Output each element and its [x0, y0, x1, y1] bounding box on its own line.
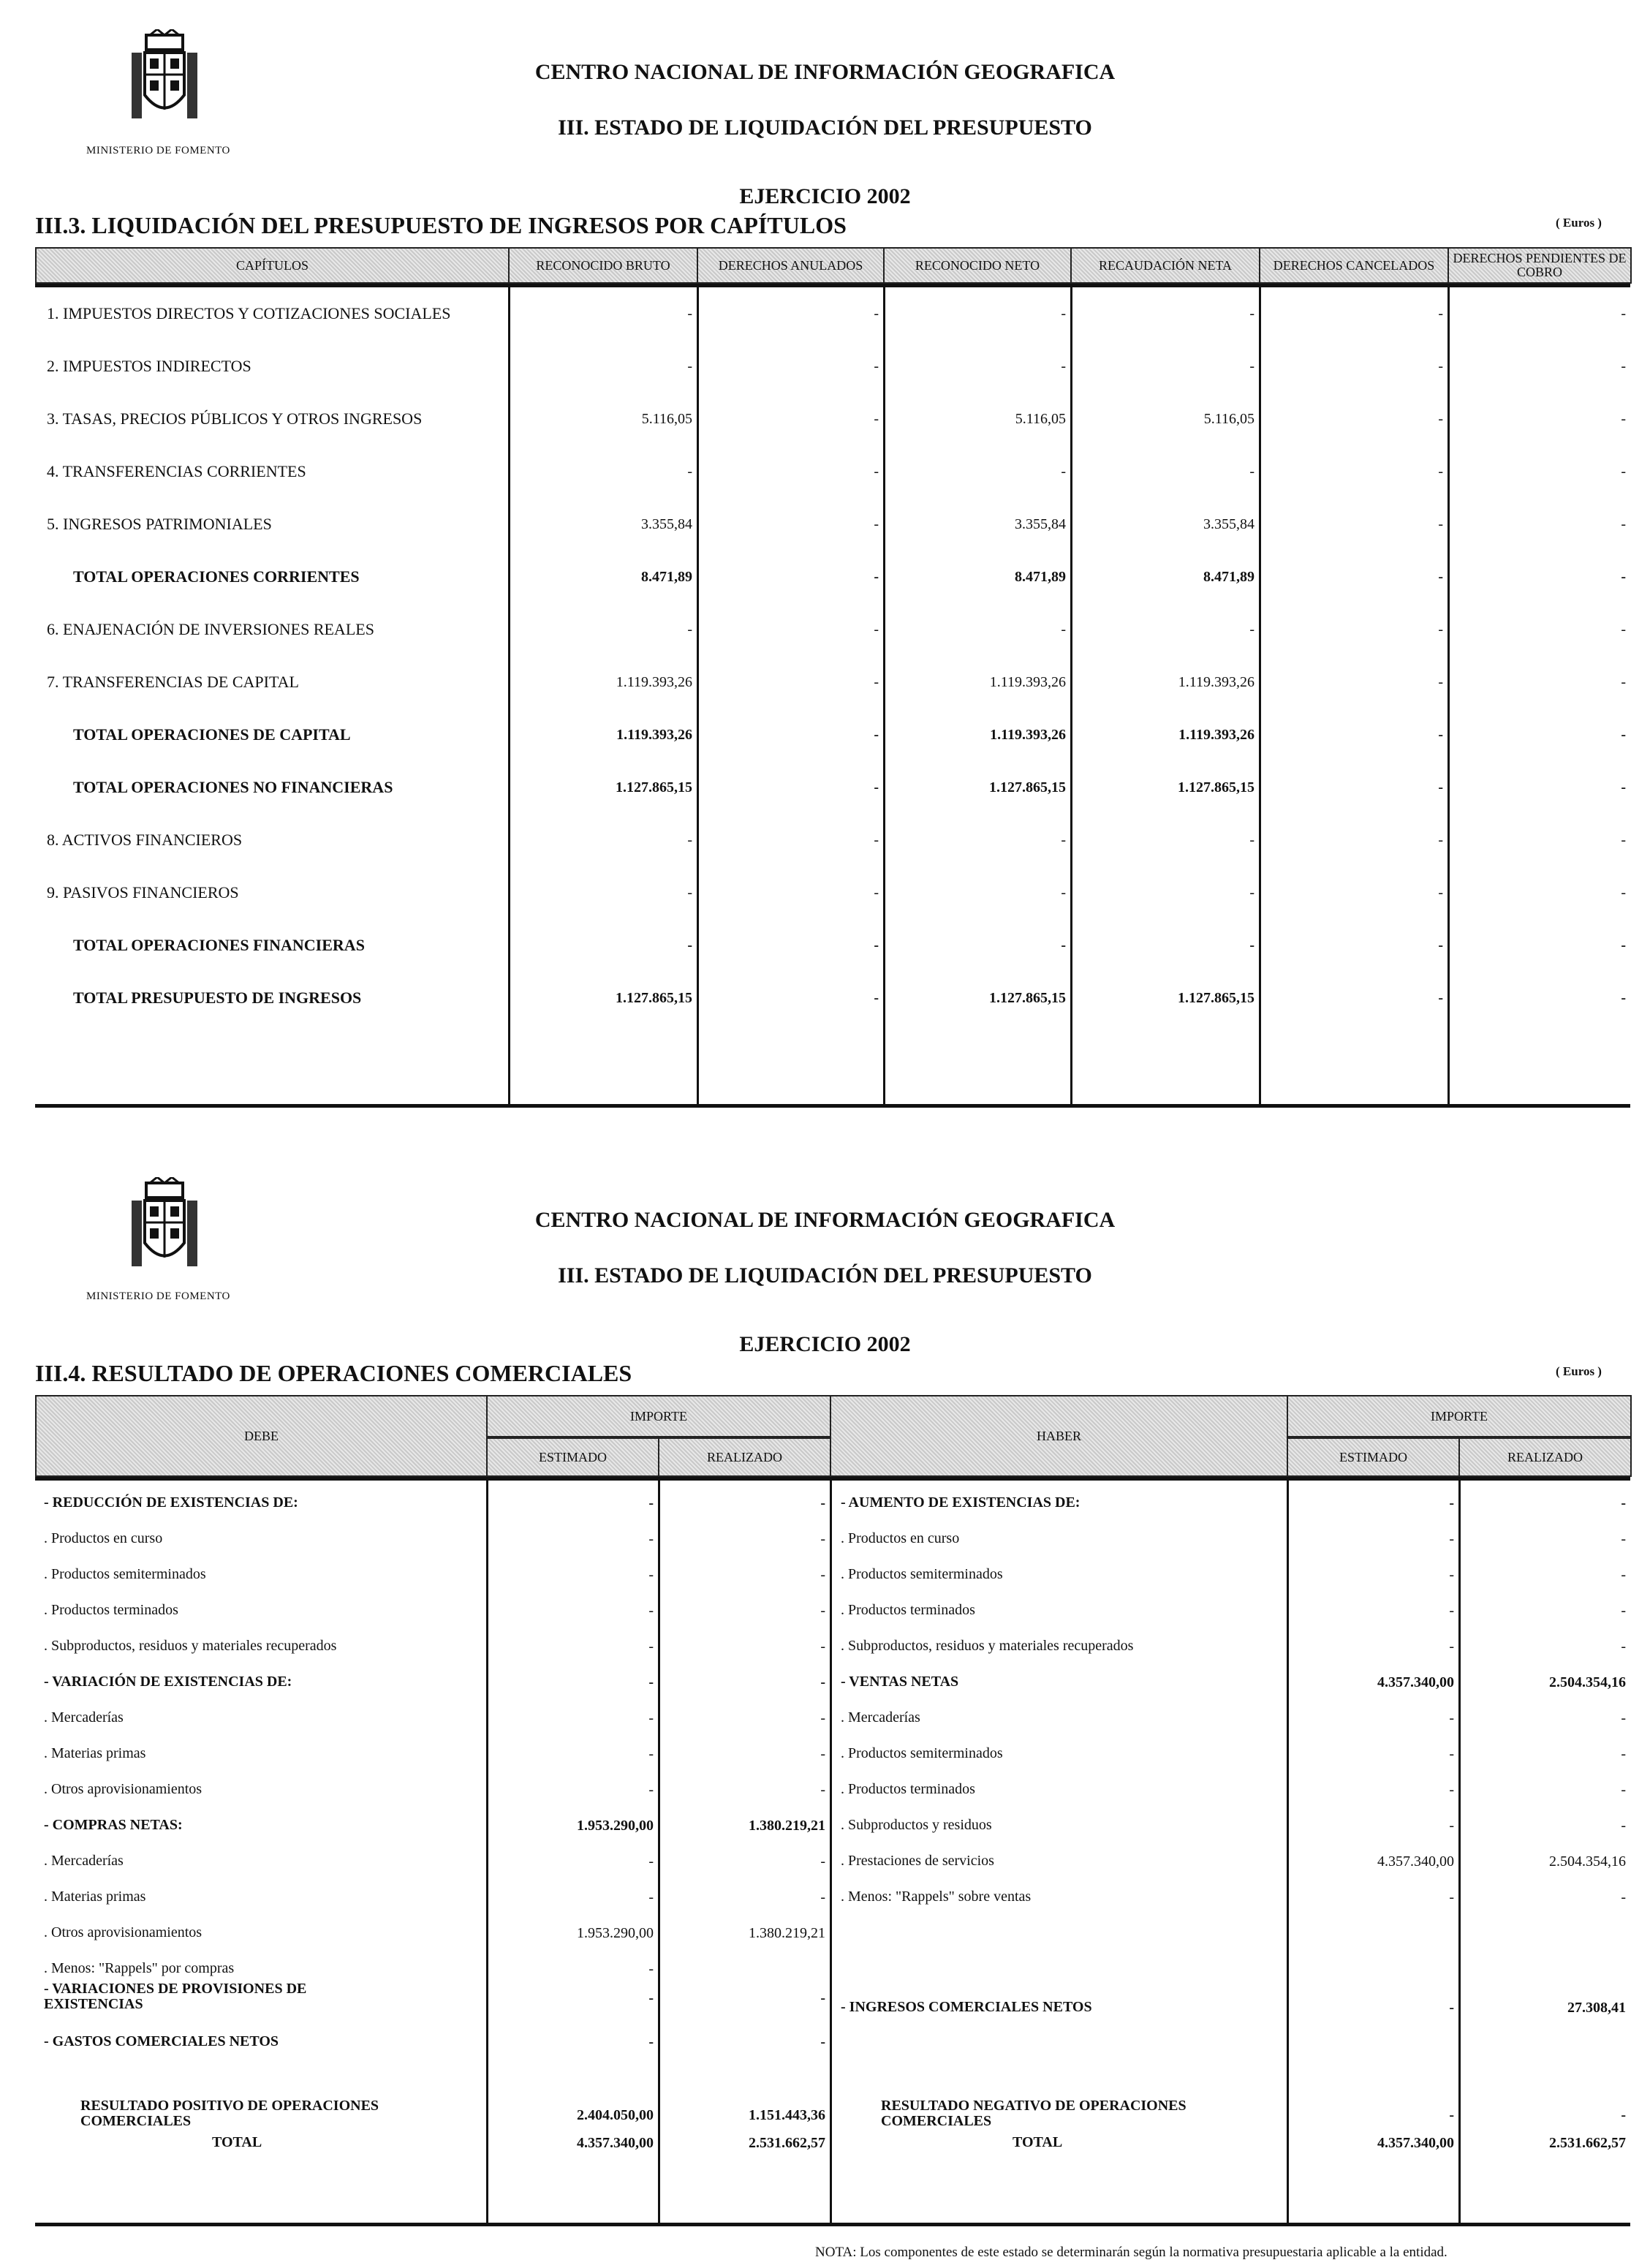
row-value: -: [1438, 411, 1443, 427]
debe-estimado: -: [648, 1853, 654, 1870]
debe-row-label: [44, 1746, 145, 1761]
label-text: . Productos semiterminados: [44, 1566, 206, 1582]
row-value: -: [1621, 358, 1626, 374]
row-value: -: [1621, 727, 1626, 743]
row-value: -: [874, 832, 879, 848]
section-title: III.3. LIQUIDACIÓN DEL PRESUPUESTO DE INGRESOS POR CAPÍTULOS: [35, 212, 847, 238]
label-text: . Mercaderías: [44, 1709, 124, 1725]
haber-row-label: - AUMENTO DE EXISTENCIAS DE:: [841, 1494, 1081, 1511]
row-value: -: [1061, 306, 1066, 322]
row-value: -: [874, 306, 879, 322]
haber-realizado: -: [1621, 1638, 1626, 1655]
label-text: . Menos: "Rappels" por compras: [44, 1960, 235, 1976]
debe-realizado: -: [820, 1990, 825, 2006]
debe-row-label: [44, 1710, 124, 1725]
unit-label: ( Euros ): [1556, 216, 1602, 230]
haber-realizado: -: [1621, 1567, 1626, 1583]
haber-realizado: -: [1621, 1495, 1626, 1511]
haber-realizado: -: [1621, 1710, 1626, 1726]
column-rule: [1447, 284, 1450, 1104]
row-value: -: [874, 779, 879, 795]
label-text: - VARIACIONES DE PROVISIONES DE: [44, 1981, 307, 1997]
haber-realizado: -: [1621, 1889, 1626, 1905]
debe-estimado: 1.953.290,00: [577, 1925, 654, 1941]
debe-estimado: -: [648, 2034, 654, 2050]
positive-result-estimado: 2.404.050,00: [577, 2107, 654, 2123]
row-value: -: [687, 937, 692, 953]
column-rule: [508, 284, 510, 1104]
debe-realizado: -: [820, 1495, 825, 1511]
debe-realizado: -: [820, 1638, 825, 1655]
debe-row-label: [44, 1981, 306, 2012]
row-value: 1.127.865,15: [1178, 990, 1254, 1006]
debe-row-label: [44, 1782, 202, 1797]
label-text: . Productos en curso: [44, 1530, 163, 1546]
debe-estimado: -: [648, 1746, 654, 1762]
column-header: DERECHOS ANULADOS: [697, 247, 885, 284]
debe-row-label: [44, 1925, 202, 1940]
row-value: -: [1249, 358, 1254, 374]
row-value: -: [1249, 832, 1254, 848]
row-value: 3.355,84: [1015, 516, 1066, 532]
haber-estimado: 4.357.340,00: [1377, 1853, 1454, 1870]
year-title: EJERCICIO 2002: [739, 184, 911, 208]
column-header: RECONOCIDO BRUTO: [508, 247, 698, 284]
haber-estimado: 4.357.340,00: [1377, 1674, 1454, 1690]
row-value: 1.119.393,26: [1178, 727, 1254, 743]
column-rule: [830, 1477, 832, 2223]
row-label: 4. TRANSFERENCIAS CORRIENTES: [47, 462, 306, 480]
debe-realizado: -: [820, 1746, 825, 1762]
label-text: . Materias primas: [44, 1889, 146, 1905]
row-label: TOTAL OPERACIONES CORRIENTES: [73, 567, 360, 586]
row-value: 1.119.393,26: [989, 674, 1066, 690]
row-value: -: [1249, 885, 1254, 901]
column-rule: [1070, 284, 1072, 1104]
row-value: -: [874, 464, 879, 480]
column-rule: [1458, 1477, 1461, 2223]
debe-total-estimado: 4.357.340,00: [577, 2135, 654, 2151]
row-value: -: [1438, 306, 1443, 322]
row-value: 3.355,84: [1203, 516, 1254, 532]
debe-total-realizado: 2.531.662,57: [749, 2135, 825, 2151]
haber-estimado: -: [1449, 1889, 1454, 1905]
debe-row-label: [44, 1674, 292, 1690]
label-text: . Subproductos, residuos y materiales recuperados: [44, 1638, 337, 1654]
row-value: 1.127.865,15: [1178, 779, 1254, 795]
row-value: 1.127.865,15: [616, 990, 692, 1006]
org-title: CENTRO NACIONAL DE INFORMACIÓN GEOGRAFICA: [534, 1208, 1116, 1232]
debe-row-label: [44, 1818, 183, 1833]
row-label: 7. TRANSFERENCIAS DE CAPITAL: [47, 673, 299, 691]
row-value: -: [687, 885, 692, 901]
row-value: -: [1438, 621, 1443, 638]
row-value: -: [1438, 516, 1443, 532]
row-value: -: [1438, 674, 1443, 690]
row-value: -: [687, 358, 692, 374]
haber-realizado: -: [1621, 1603, 1626, 1619]
row-label: 3. TASAS, PRECIOS PÚBLICOS Y OTROS INGRESOS: [47, 409, 423, 428]
row-value: 8.471,89: [1015, 569, 1066, 585]
debe-estimado: -: [648, 1638, 654, 1655]
unit-label: ( Euros ): [1556, 1364, 1602, 1378]
haber-realizado: -: [1621, 1746, 1626, 1762]
row-value: -: [1438, 727, 1443, 743]
debe-realizado: 1.380.219,21: [749, 1925, 825, 1941]
row-value: 8.471,89: [641, 569, 692, 585]
haber-estimado: -: [1449, 1782, 1454, 1798]
haber-estimado: -: [1449, 1531, 1454, 1547]
debe-row-label: [44, 1853, 124, 1869]
row-label: TOTAL PRESUPUESTO DE INGRESOS: [73, 989, 362, 1007]
column-header: DERECHOS PENDIENTES DE COBRO: [1447, 247, 1632, 284]
row-value: 5.116,05: [641, 411, 692, 427]
label-text: . Otros aprovisionamientos: [44, 1924, 203, 1940]
realizado-header: REALIZADO: [658, 1437, 831, 1477]
haber-estimado: -: [1449, 1746, 1454, 1762]
row-value: -: [1438, 464, 1443, 480]
debe-row-label: [44, 2034, 279, 2049]
importe-header: IMPORTE: [486, 1395, 831, 1437]
debe-estimado: -: [648, 1889, 654, 1905]
report-title: III. ESTADO DE LIQUIDACIÓN DEL PRESUPUESTO: [558, 116, 1092, 140]
label-text: - COMPRAS NETAS:: [44, 1817, 183, 1833]
haber-row-label: - VENTAS NETAS: [841, 1674, 959, 1690]
label-text: COMERCIALES: [881, 2113, 992, 2129]
row-value: -: [1621, 990, 1626, 1006]
row-value: -: [1061, 832, 1066, 848]
haber-row-label: . Productos terminados: [841, 1781, 975, 1797]
debe-row-label: [44, 1961, 234, 1976]
row-value: 1.127.865,15: [989, 779, 1066, 795]
haber-row-label: . Subproductos y residuos: [841, 1817, 992, 1833]
debe-estimado: -: [648, 1990, 654, 2006]
negative-result-estimado: -: [1449, 2107, 1454, 2123]
haber-realizado: 27.308,41: [1567, 2000, 1626, 2016]
header-rule: [35, 284, 1630, 287]
estimado-header: ESTIMADO: [486, 1437, 659, 1477]
row-value: -: [687, 306, 692, 322]
footnote: NOTA: Los componentes de este estado se determinarán según la normativa presupuestaria aplicable a la entidad.: [815, 2245, 1447, 2260]
debe-row-label: [44, 1495, 298, 1511]
debe-total-label: TOTAL: [212, 2134, 262, 2150]
column-rule: [658, 1477, 660, 2223]
column-header: RECONOCIDO NETO: [883, 247, 1072, 284]
row-value: -: [1621, 779, 1626, 795]
row-value: 1.119.393,26: [616, 727, 692, 743]
column-rule: [883, 284, 885, 1104]
row-label: TOTAL OPERACIONES DE CAPITAL: [73, 725, 351, 744]
haber-row-label: . Prestaciones de servicios: [841, 1853, 994, 1869]
column-rule: [697, 284, 699, 1104]
row-label: TOTAL OPERACIONES FINANCIERAS: [73, 936, 365, 954]
row-value: -: [1249, 464, 1254, 480]
row-value: -: [1438, 779, 1443, 795]
haber-estimado: -: [1449, 1603, 1454, 1619]
row-value: -: [1621, 621, 1626, 638]
label-text: - VARIACIÓN DE EXISTENCIAS DE:: [44, 1674, 292, 1690]
haber-estimado: -: [1449, 1818, 1454, 1834]
debe-realizado: -: [820, 1889, 825, 1905]
debe-row-label: [44, 1531, 162, 1546]
haber-row-label: . Productos semiterminados: [841, 1566, 1003, 1582]
year-title: EJERCICIO 2002: [739, 1332, 911, 1356]
org-title: CENTRO NACIONAL DE INFORMACIÓN GEOGRAFICA: [534, 60, 1116, 84]
label-text: - GASTOS COMERCIALES NETOS: [44, 2033, 279, 2049]
row-value: -: [1061, 621, 1066, 638]
haber-total-realizado: 2.531.662,57: [1549, 2135, 1626, 2151]
column-rule: [1259, 284, 1261, 1104]
debe-estimado: -: [648, 1782, 654, 1798]
column-header: DERECHOS CANCELADOS: [1259, 247, 1449, 284]
row-value: -: [1438, 832, 1443, 848]
column-header: CAPÍTULOS: [35, 247, 510, 284]
haber-row-label: - INGRESOS COMERCIALES NETOS: [841, 1999, 1092, 2015]
debe-row-label: [44, 1638, 336, 1654]
row-value: -: [1438, 937, 1443, 953]
row-label: 6. ENAJENACIÓN DE INVERSIONES REALES: [47, 620, 374, 638]
row-label: 2. IMPUESTOS INDIRECTOS: [47, 357, 251, 375]
label-text: . Otros aprovisionamientos: [44, 1781, 203, 1797]
row-value: -: [687, 464, 692, 480]
row-value: -: [1061, 937, 1066, 953]
debe-estimado: -: [648, 1567, 654, 1583]
row-value: 5.116,05: [1203, 411, 1254, 427]
debe-estimado: -: [648, 1710, 654, 1726]
column-rule: [1287, 1477, 1289, 2223]
label-text: - REDUCCIÓN DE EXISTENCIAS DE:: [44, 1494, 298, 1511]
haber-realizado: 2.504.354,16: [1549, 1674, 1626, 1690]
row-value: 5.116,05: [1015, 411, 1066, 427]
debe-realizado: -: [820, 1710, 825, 1726]
row-value: -: [1621, 516, 1626, 532]
section-title: III.4. RESULTADO DE OPERACIONES COMERCIALES: [35, 1360, 632, 1386]
haber-row-label: . Productos semiterminados: [841, 1745, 1003, 1761]
row-value: -: [1438, 358, 1443, 374]
haber-realizado: -: [1621, 1782, 1626, 1798]
debe-estimado: 1.953.290,00: [577, 1818, 654, 1834]
row-value: 1.127.865,15: [616, 779, 692, 795]
ministry-label: MINISTERIO DE FOMENTO: [86, 1290, 230, 1302]
negative-result-realizado: -: [1621, 2107, 1626, 2123]
haber-total-estimado: 4.357.340,00: [1377, 2135, 1454, 2151]
row-label: TOTAL OPERACIONES NO FINANCIERAS: [73, 778, 393, 796]
haber-estimado: -: [1449, 1495, 1454, 1511]
positive-result-label: [80, 2098, 379, 2129]
report-title: III. ESTADO DE LIQUIDACIÓN DEL PRESUPUESTO: [558, 1263, 1092, 1288]
label-text: . Mercaderías: [44, 1853, 124, 1869]
row-label: 8. ACTIVOS FINANCIEROS: [47, 831, 243, 849]
haber-header: HABER: [830, 1395, 1288, 1477]
row-value: -: [874, 569, 879, 585]
haber-estimado: -: [1449, 1567, 1454, 1583]
negative-result-label: [881, 2098, 1187, 2129]
haber-realizado: 2.504.354,16: [1549, 1853, 1626, 1870]
row-value: -: [1621, 411, 1626, 427]
table-bottom-rule: [35, 2223, 1630, 2226]
haber-row-label: . Mercaderías: [841, 1709, 920, 1725]
header-rule: [35, 1477, 1630, 1481]
row-value: -: [1621, 832, 1626, 848]
label-text: EXISTENCIAS: [44, 1996, 143, 2012]
debe-estimado: -: [648, 1531, 654, 1547]
row-value: -: [1621, 306, 1626, 322]
row-value: -: [1621, 464, 1626, 480]
row-label: 5. INGRESOS PATRIMONIALES: [47, 515, 272, 533]
estimado-header: ESTIMADO: [1287, 1437, 1460, 1477]
haber-row-label: . Menos: "Rappels" sobre ventas: [841, 1889, 1032, 1905]
row-value: -: [1249, 621, 1254, 638]
row-value: 1.127.865,15: [989, 990, 1066, 1006]
debe-estimado: -: [648, 1961, 654, 1977]
table-bottom-rule: [35, 1104, 1630, 1108]
row-value: -: [874, 621, 879, 638]
label-text: RESULTADO POSITIVO DE OPERACIONES: [80, 2098, 379, 2114]
row-value: 8.471,89: [1203, 569, 1254, 585]
haber-total-label: TOTAL: [1013, 2134, 1063, 2150]
row-value: -: [1438, 885, 1443, 901]
column-header: RECAUDACIÓN NETA: [1070, 247, 1260, 284]
haber-row-label: . Productos en curso: [841, 1530, 960, 1546]
debe-realizado: -: [820, 1782, 825, 1798]
haber-row-label: . Subproductos, residuos y materiales recuperados: [841, 1638, 1134, 1654]
haber-realizado: -: [1621, 1818, 1626, 1834]
label-text: RESULTADO NEGATIVO DE OPERACIONES: [881, 2098, 1187, 2114]
row-value: -: [1061, 358, 1066, 374]
row-value: -: [1438, 990, 1443, 1006]
debe-row-label: [44, 1567, 206, 1582]
label-text: . Productos terminados: [44, 1602, 178, 1618]
debe-realizado: -: [820, 1853, 825, 1870]
row-value: -: [874, 990, 879, 1006]
row-value: -: [1061, 885, 1066, 901]
haber-row-label: . Productos terminados: [841, 1602, 975, 1618]
label-text: COMERCIALES: [80, 2113, 192, 2129]
row-value: -: [1621, 885, 1626, 901]
row-value: 1.119.393,26: [616, 674, 692, 690]
debe-realizado: -: [820, 1674, 825, 1690]
debe-estimado: -: [648, 1495, 654, 1511]
haber-realizado: -: [1621, 1531, 1626, 1547]
row-value: -: [1621, 569, 1626, 585]
realizado-header: REALIZADO: [1458, 1437, 1632, 1477]
row-value: 3.355,84: [641, 516, 692, 532]
row-value: -: [687, 832, 692, 848]
debe-estimado: -: [648, 1603, 654, 1619]
debe-realizado: -: [820, 1531, 825, 1547]
debe-realizado: 1.380.219,21: [749, 1818, 825, 1834]
importe-header: IMPORTE: [1287, 1395, 1632, 1437]
row-label: 1. IMPUESTOS DIRECTOS Y COTIZACIONES SOCIALES: [47, 304, 451, 322]
debe-row-label: [44, 1889, 145, 1905]
row-value: -: [874, 516, 879, 532]
row-value: -: [874, 727, 879, 743]
row-value: -: [874, 674, 879, 690]
haber-estimado: -: [1449, 2000, 1454, 2016]
row-label: 9. PASIVOS FINANCIEROS: [47, 883, 239, 901]
ministry-label: MINISTERIO DE FOMENTO: [86, 145, 230, 156]
column-rule: [486, 1477, 488, 2223]
debe-row-label: [44, 1603, 178, 1618]
row-value: -: [1061, 464, 1066, 480]
row-value: -: [874, 411, 879, 427]
haber-estimado: -: [1449, 1638, 1454, 1655]
debe-estimado: -: [648, 1674, 654, 1690]
row-value: -: [874, 885, 879, 901]
row-value: -: [874, 358, 879, 374]
row-value: -: [1249, 937, 1254, 953]
debe-realizado: -: [820, 2034, 825, 2050]
row-value: -: [1249, 306, 1254, 322]
debe-realizado: -: [820, 1567, 825, 1583]
row-value: -: [1621, 937, 1626, 953]
debe-realizado: -: [820, 1603, 825, 1619]
row-value: 1.119.393,26: [1178, 674, 1254, 690]
row-value: -: [1438, 569, 1443, 585]
positive-result-realizado: 1.151.443,36: [749, 2107, 825, 2123]
row-value: -: [687, 621, 692, 638]
row-value: -: [874, 937, 879, 953]
row-value: 1.119.393,26: [990, 727, 1066, 743]
haber-estimado: -: [1449, 1710, 1454, 1726]
row-value: -: [1621, 674, 1626, 690]
debe-header: DEBE: [35, 1395, 488, 1477]
label-text: . Materias primas: [44, 1745, 146, 1761]
